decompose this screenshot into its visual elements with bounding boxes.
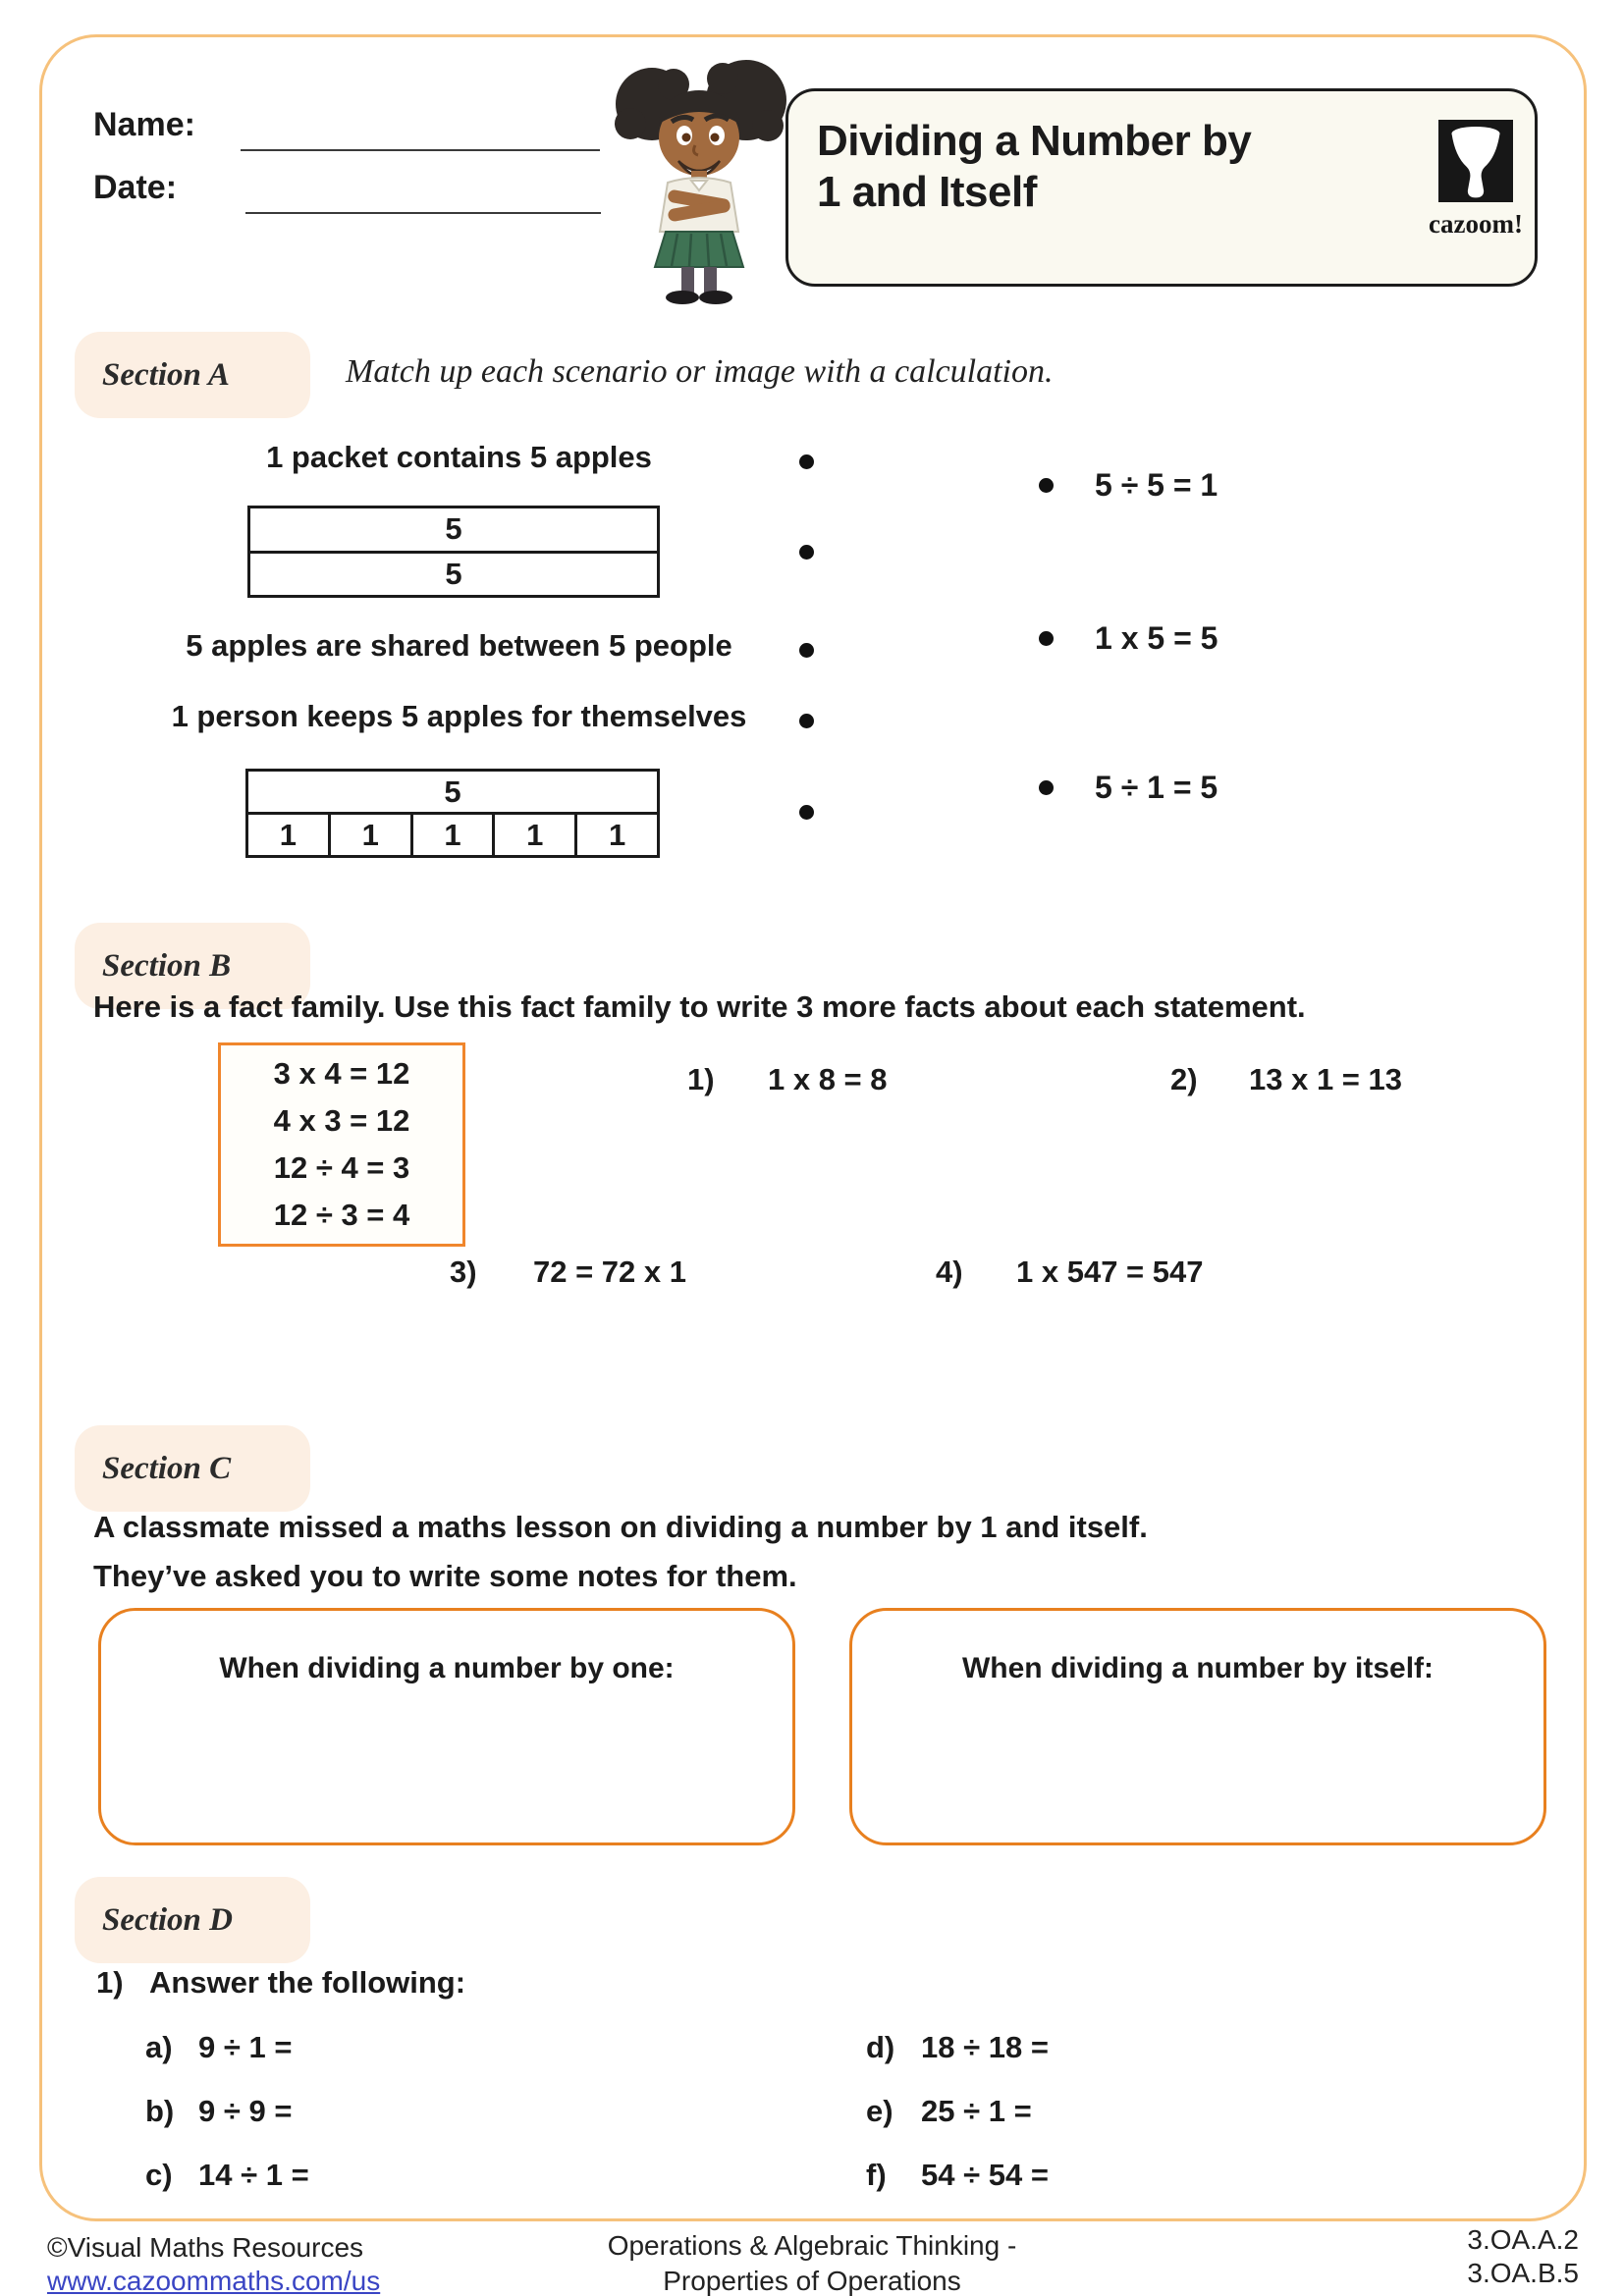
- problem-c-expression: 14 ÷ 1 =: [198, 2158, 309, 2192]
- notes-box-2-title: When dividing a number by itself:: [961, 1652, 1435, 1684]
- problem-c-letter: c): [145, 2158, 173, 2192]
- section-a-instruction: Match up each scenario or image with a calculation.: [346, 353, 1054, 390]
- question-1-number: 1): [96, 1965, 124, 2000]
- bar-cell-3: 1: [410, 815, 493, 855]
- student-character-illustration: [601, 51, 797, 306]
- scenario-shared: 5 apples are shared between 5 people: [186, 628, 732, 663]
- fact-family-line-2: 4 x 3 = 12: [273, 1103, 410, 1138]
- title-line-2: 1 and Itself: [817, 168, 1037, 216]
- problem-e-letter: e): [866, 2094, 893, 2128]
- calculation-2: 1 x 5 = 5: [1095, 620, 1218, 656]
- bar-model-1-row-1: 5: [445, 511, 462, 547]
- section-c-intro-line-2: They’ve asked you to write some notes for them.: [93, 1559, 797, 1593]
- footer-standard-2: 3.OA.B.5: [1467, 2258, 1579, 2288]
- problem-2-number: 2): [1170, 1062, 1198, 1096]
- bar-model-5-ones: [245, 769, 660, 858]
- problem-f-letter: f): [866, 2158, 887, 2192]
- footer-standard-1: 3.OA.A.2: [1467, 2224, 1579, 2255]
- djembe-drum-icon: [1438, 120, 1513, 202]
- cazoom-logo: [1422, 120, 1530, 240]
- bar-model-1-row-2: 5: [250, 551, 657, 596]
- problem-2-statement: 13 x 1 = 13: [1249, 1062, 1402, 1096]
- footer-website-link[interactable]: www.cazoommaths.com/us: [47, 2266, 381, 2296]
- logo-square: [1438, 120, 1513, 202]
- date-write-line: [245, 212, 601, 214]
- footer-topic-line-2: Properties of Operations: [663, 2266, 961, 2296]
- section-d-label: Section D: [75, 1877, 310, 1963]
- problem-1-number: 1): [687, 1062, 715, 1096]
- calculation-3: 5 ÷ 1 = 5: [1095, 770, 1218, 805]
- match-dot-right-3: [1039, 780, 1054, 795]
- section-a-label: Section A: [75, 332, 310, 418]
- match-dot-left-5: [799, 805, 814, 820]
- section-b-label: Section B: [75, 923, 310, 1009]
- section-b-instruction: Here is a fact family. Use this fact family to write 3 more facts about each statement.: [93, 989, 1306, 1024]
- notes-box-1-title: When dividing a number by one:: [219, 1652, 675, 1684]
- name-label: Name:: [93, 106, 195, 143]
- bar-model-2-top: 5: [444, 774, 461, 809]
- bar-cell-2: 1: [328, 815, 410, 855]
- notes-box-divide-by-itself: [849, 1608, 1546, 1845]
- section-c-label: Section C: [75, 1425, 310, 1512]
- name-write-line: [241, 149, 600, 151]
- question-1-text: Answer the following:: [149, 1965, 466, 2000]
- bar-model-2-bottom: [248, 812, 657, 855]
- problem-a-letter: a): [145, 2030, 173, 2064]
- problem-b-expression: 9 ÷ 9 =: [198, 2094, 293, 2128]
- scenario-keeps: 1 person keeps 5 apples for themselves: [171, 699, 747, 733]
- fact-family-line-4: 12 ÷ 3 = 4: [273, 1198, 410, 1232]
- match-dot-left-1: [799, 454, 814, 469]
- match-dot-left-4: [799, 714, 814, 728]
- bar-model-5-5: [247, 506, 660, 598]
- section-c-intro-line-1: A classmate missed a maths lesson on dividing a number by 1 and itself.: [93, 1510, 1148, 1544]
- fact-family-line-1: 3 x 4 = 12: [273, 1056, 410, 1091]
- logo-wordmark: cazoom!: [1429, 209, 1523, 239]
- bar-cell-1: 1: [279, 817, 298, 852]
- match-dot-right-1: [1039, 478, 1054, 493]
- footer-copyright: ©Visual Maths Resources: [47, 2232, 364, 2263]
- match-dot-right-2: [1039, 631, 1054, 646]
- problem-a-expression: 9 ÷ 1 =: [198, 2030, 293, 2064]
- title-line-1: Dividing a Number by: [817, 117, 1252, 165]
- worksheet-title: [817, 116, 1367, 218]
- problem-f-expression: 54 ÷ 54 =: [921, 2158, 1049, 2192]
- problem-d-letter: d): [866, 2030, 895, 2064]
- fact-family-box: [218, 1042, 465, 1247]
- match-dot-left-2: [799, 545, 814, 560]
- problem-1-statement: 1 x 8 = 8: [768, 1062, 888, 1096]
- match-dot-left-3: [799, 643, 814, 658]
- calculation-1: 5 ÷ 5 = 1: [1095, 467, 1218, 503]
- problem-3-number: 3): [450, 1255, 477, 1289]
- problem-3-statement: 72 = 72 x 1: [533, 1255, 686, 1289]
- footer-topic-line-1: Operations & Algebraic Thinking -: [607, 2230, 1017, 2261]
- problem-b-letter: b): [145, 2094, 175, 2128]
- problem-e-expression: 25 ÷ 1 =: [921, 2094, 1032, 2128]
- scenario-packet: 1 packet contains 5 apples: [266, 440, 652, 474]
- notes-box-divide-by-one: [98, 1608, 795, 1845]
- bar-cell-5: 1: [574, 815, 657, 855]
- problem-d-expression: 18 ÷ 18 =: [921, 2030, 1049, 2064]
- problem-4-statement: 1 x 547 = 547: [1016, 1255, 1204, 1289]
- bar-cell-4: 1: [492, 815, 574, 855]
- fact-family-line-3: 12 ÷ 4 = 3: [273, 1150, 410, 1185]
- problem-4-number: 4): [936, 1255, 963, 1289]
- date-label: Date:: [93, 169, 178, 206]
